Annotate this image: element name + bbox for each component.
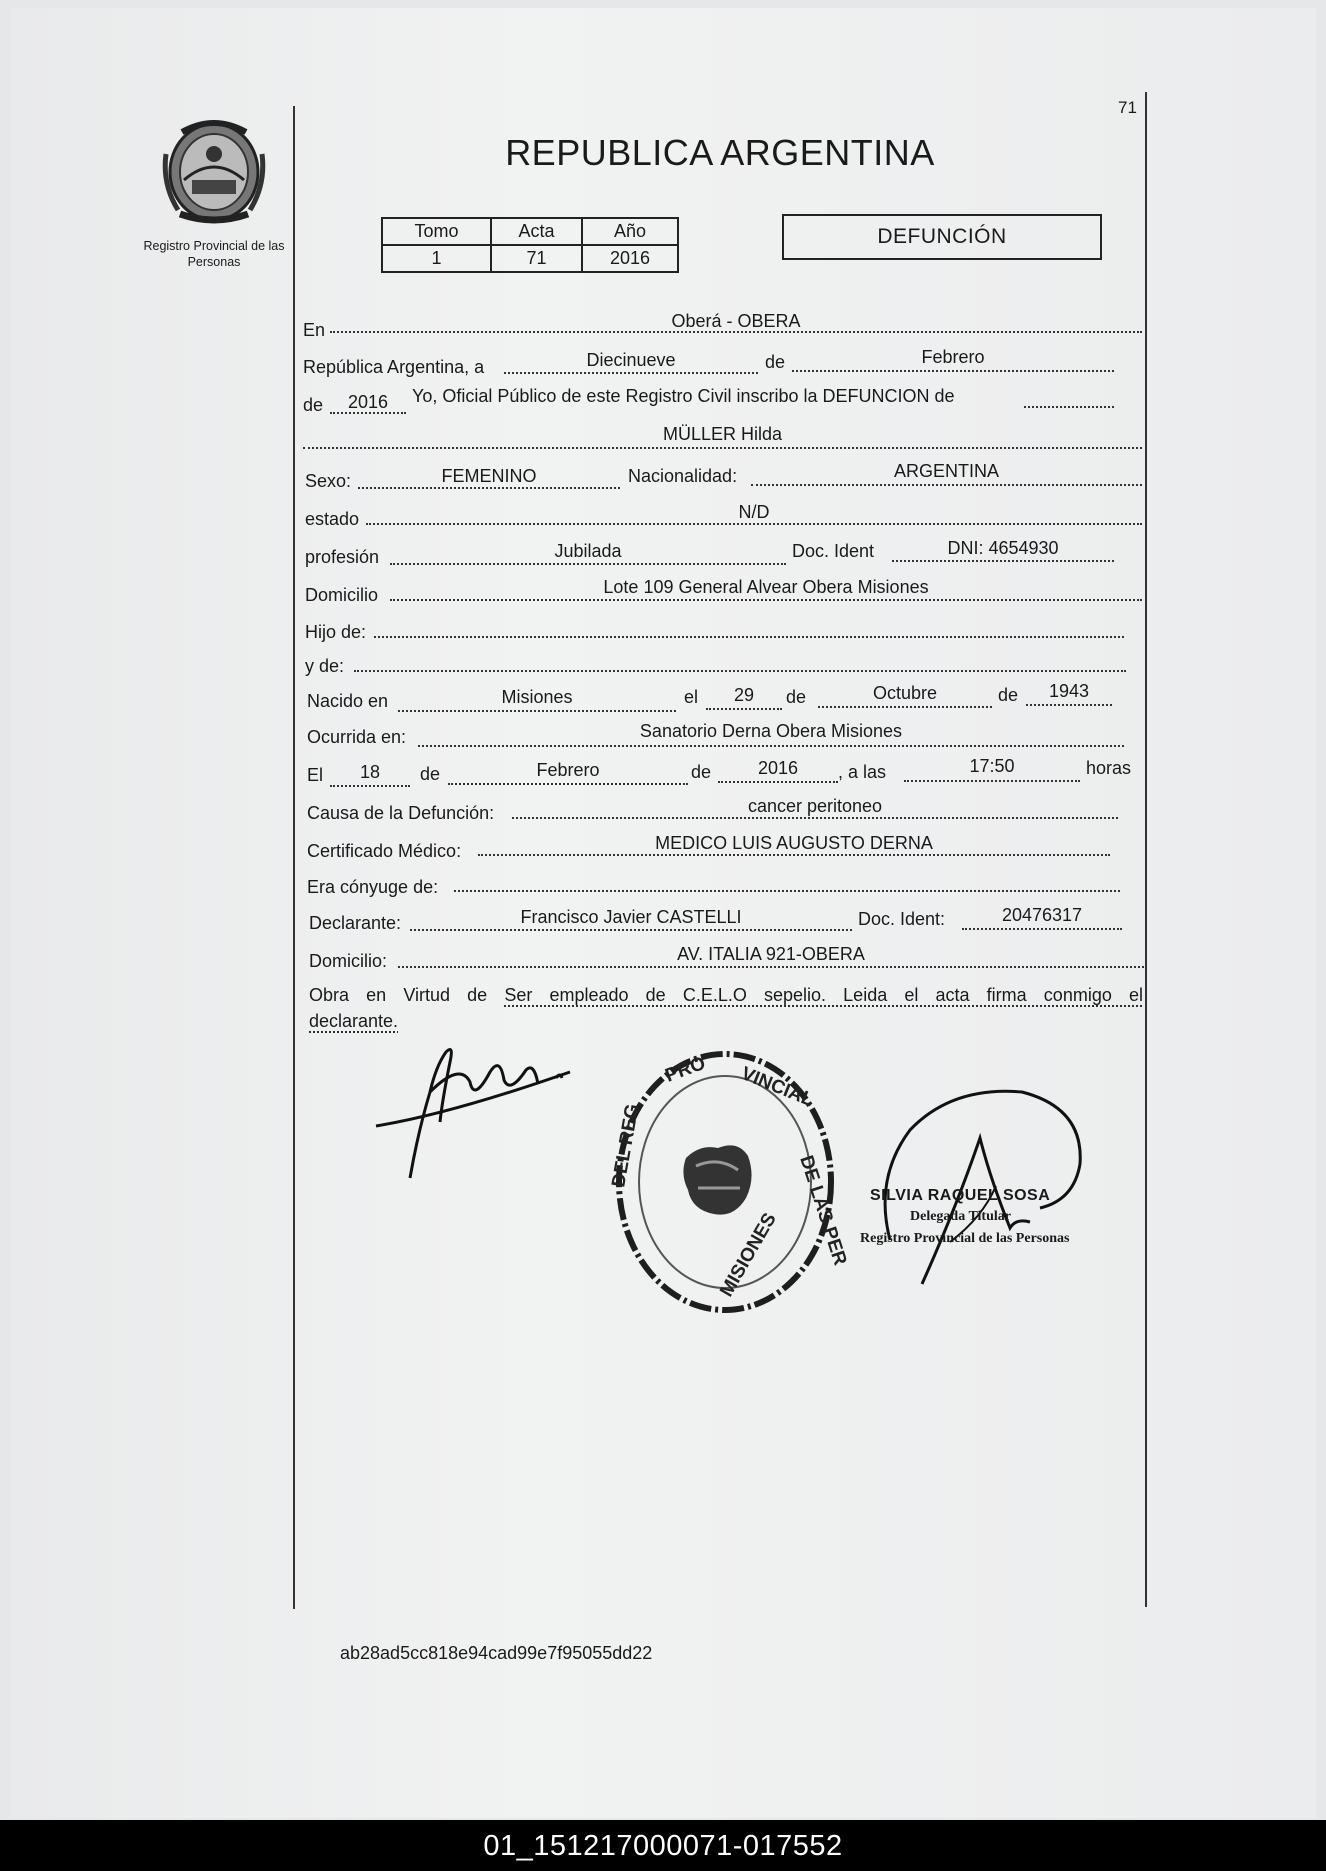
- nac-mes-line: [818, 706, 992, 708]
- fal-anio-line: [718, 781, 838, 783]
- sexo-line: [358, 487, 620, 489]
- nac-dia-value: 29: [733, 685, 755, 705]
- nac-de-label: de: [786, 687, 807, 707]
- hijo-label: Hijo de:: [305, 622, 367, 642]
- ocurrida-value: Sanatorio Derna Obera Misiones: [639, 721, 903, 741]
- docident2-value: 20476317: [1001, 905, 1083, 925]
- registry-table: [381, 217, 679, 273]
- domicilio-line: [390, 599, 1142, 601]
- declarante-line: [410, 929, 852, 931]
- nacido-line: [398, 710, 676, 712]
- official-role: Delegada Titular: [910, 1209, 1011, 1224]
- estado-line: [366, 523, 1142, 525]
- svg-text:DEL REG: DEL REG: [608, 1102, 644, 1189]
- declarant-signature-icon: [370, 1022, 580, 1182]
- nacionalidad-label: Nacionalidad:: [628, 466, 738, 486]
- causa-value: cancer peritoneo: [747, 796, 883, 816]
- document-hash: ab28ad5cc818e94cad99e7f95055dd22: [340, 1643, 653, 1663]
- fal-de-label: de: [420, 764, 441, 784]
- registry-anio-value: 2016: [582, 245, 678, 272]
- causa-label: Causa de la Defunción:: [307, 803, 495, 823]
- obra-line: [309, 983, 1143, 1007]
- profesion-value: Jubilada: [554, 541, 622, 561]
- svg-text:DE LAS PER: DE LAS PER: [795, 1153, 851, 1268]
- docident2-line: [962, 928, 1122, 930]
- certificado-label: Certificado Médico:: [307, 841, 462, 861]
- coat-of-arms-icon: [160, 114, 268, 226]
- docident2-label: Doc. Ident:: [858, 909, 946, 929]
- fal-de2-label: de: [691, 762, 712, 782]
- nombre-value: MÜLLER Hilda: [662, 424, 783, 444]
- yo-text: Yo, Oficial Público de este Registro Civil inscribo la DEFUNCION de: [412, 386, 955, 406]
- de-label: de: [765, 352, 786, 372]
- docident-value: DNI: 4654930: [947, 538, 1059, 558]
- yde-label: y de:: [305, 656, 345, 676]
- yo-line: [1024, 406, 1114, 408]
- yde-line: [354, 670, 1126, 672]
- nac-anio-value: 1943: [1048, 681, 1090, 701]
- sexo-label: Sexo:: [305, 471, 352, 491]
- logo-caption: Registro Provincial de las Personas: [143, 239, 285, 269]
- de2-label: de: [303, 395, 324, 415]
- hora-line: [904, 780, 1080, 782]
- document-type-box: DEFUNCIÓN: [782, 214, 1102, 260]
- page-number: 71: [1118, 98, 1137, 117]
- nombre-line: [303, 447, 1142, 449]
- registry-seal-icon: [608, 1048, 851, 1316]
- en-value: Oberá - OBERA: [671, 311, 801, 331]
- obra-prefix: Obra en Virtud de: [309, 985, 488, 1005]
- conyuge-label: Era cónyuge de:: [307, 877, 439, 897]
- republica-label: República Argentina, a: [303, 357, 485, 377]
- left-margin-line: [293, 106, 295, 1609]
- official-name: SILVIA RAQUEL SOSA: [870, 1187, 1051, 1204]
- fal-mes-value: Febrero: [536, 760, 600, 780]
- footer-id: 01_151217000071-017552: [483, 1830, 843, 1862]
- horas-label: horas: [1086, 758, 1132, 778]
- certificado-line: [478, 854, 1110, 856]
- domicilio2-label: Domicilio:: [309, 951, 388, 971]
- obra-text: Ser empleado de C.E.L.O sepelio. Leida el acta firma conmigo el: [504, 985, 1143, 1005]
- nac-dia-line: [706, 708, 782, 710]
- registry-acta-value: 71: [491, 245, 582, 272]
- official-organization: Registro Provincial de las Personas: [860, 1231, 1070, 1246]
- domicilio2-line: [398, 966, 1144, 968]
- registry-header-anio: Año: [582, 218, 678, 245]
- mes-value: Febrero: [921, 347, 985, 367]
- nac-de2-label: de: [998, 685, 1019, 705]
- estado-value: N/D: [738, 502, 770, 522]
- registry-header-row: [382, 218, 678, 245]
- el2-label: El: [307, 765, 324, 785]
- anio-value: 2016: [347, 392, 389, 412]
- declarante-label: Declarante:: [309, 913, 402, 933]
- sexo-value: FEMENINO: [441, 466, 537, 486]
- registry-tomo-value: 1: [382, 245, 491, 272]
- right-margin-line: [1145, 92, 1147, 1607]
- fal-dia-value: 18: [359, 762, 381, 782]
- domicilio2-value: AV. ITALIA 921-OBERA: [677, 944, 865, 964]
- profesion-line: [390, 563, 786, 565]
- el-label: el: [684, 687, 699, 707]
- document-title: REPUBLICA ARGENTINA: [505, 132, 935, 173]
- ocurrida-line: [418, 745, 1124, 747]
- conyuge-line: [454, 890, 1120, 892]
- docident-label: Doc. Ident: [792, 541, 875, 561]
- official-signature-icon: [860, 1068, 1100, 1288]
- declarante-value: Francisco Javier CASTELLI: [520, 907, 742, 927]
- nacionalidad-line: [751, 484, 1142, 486]
- svg-text:PRO: PRO: [662, 1052, 709, 1087]
- en-label: En: [303, 320, 326, 340]
- nacido-value: Misiones: [501, 687, 573, 707]
- estado-label: estado: [305, 509, 360, 529]
- alas-label: , a las: [838, 762, 887, 782]
- registry-header-tomo: Tomo: [382, 218, 491, 245]
- dia-value: Diecinueve: [586, 350, 676, 370]
- ocurrida-label: Ocurrida en:: [307, 727, 407, 747]
- certificado-value: MEDICO LUIS AUGUSTO DERNA: [655, 833, 933, 853]
- fal-anio-value: 2016: [757, 758, 799, 778]
- domicilio-value: Lote 109 General Alvear Obera Misiones: [603, 577, 929, 597]
- registry-header-acta: Acta: [491, 218, 582, 245]
- fal-mes-line: [448, 783, 688, 785]
- registry-value-row: [382, 245, 678, 272]
- svg-text:MISIONES: MISIONES: [716, 1209, 781, 1301]
- mes-line: [792, 370, 1114, 372]
- dia-line: [504, 372, 758, 374]
- fal-dia-line: [330, 785, 410, 787]
- nac-mes-value: Octubre: [872, 683, 938, 703]
- docident-line: [892, 560, 1114, 562]
- svg-text:VINCIAL: VINCIAL: [738, 1063, 817, 1112]
- causa-line: [512, 817, 1118, 819]
- nac-anio-line: [1026, 704, 1112, 706]
- obra-text-2: declarante.: [309, 1011, 399, 1031]
- profesion-label: profesión: [305, 547, 380, 567]
- domicilio-label: Domicilio: [305, 585, 379, 605]
- hora-value: 17:50: [969, 756, 1015, 776]
- hijo-line: [374, 636, 1124, 638]
- nacido-label: Nacido en: [307, 691, 389, 711]
- nacionalidad-value: ARGENTINA: [893, 461, 999, 481]
